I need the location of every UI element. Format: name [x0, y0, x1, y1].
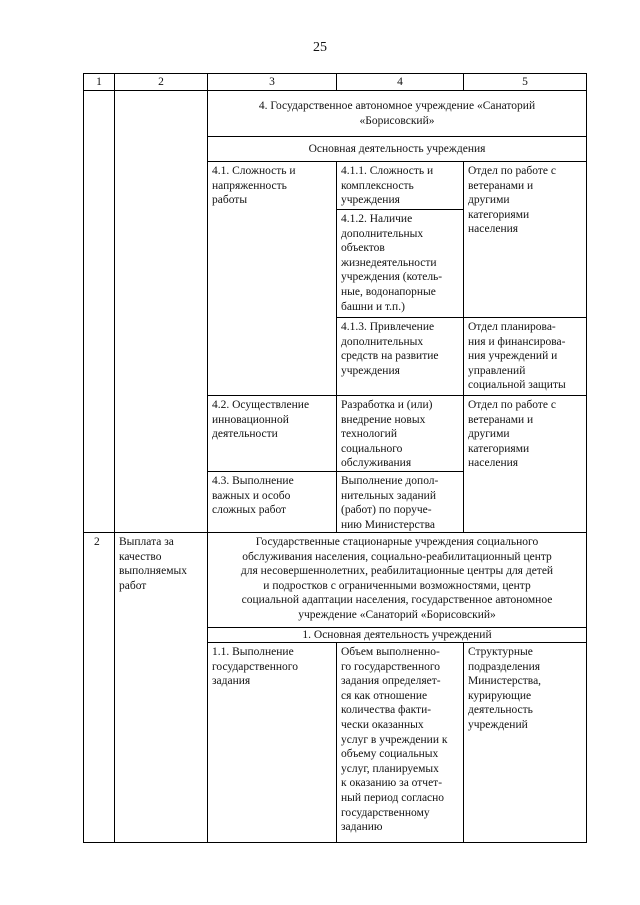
- criterion-4-1: 4.1. Сложность и напряженность работы: [207, 161, 337, 396]
- indicator-1-1: Объем выполненно- го государственного задания определяет- ся как отношение количества факти- чески оказанных услуг в учреждении к объему социальных услуг, планируемых к оказанию за отчет- ный период согласно государственному заданию: [336, 642, 464, 843]
- row2-number-cell: 2: [83, 532, 115, 843]
- row1-payment-cell: [114, 90, 208, 533]
- header-col-2: 2: [114, 73, 208, 91]
- responsible-dept-veterans: Отдел по работе с ветеранами и другими категориями населения: [463, 161, 587, 318]
- criterion-4-2: 4.2. Осуществление инновационной деятельности: [207, 395, 337, 472]
- row1-number-cell: [83, 90, 115, 533]
- section-header-main-activities: 1. Основная деятельность учреждений: [207, 627, 587, 643]
- header-col-5: 5: [463, 73, 587, 91]
- institution-title: 4. Государственное автономное учреждение «Санаторий «Борисовский»: [207, 90, 587, 137]
- page-number: 25: [313, 40, 327, 55]
- indicator-4-1-1: 4.1.1. Сложность и комплексность учреждения: [336, 161, 464, 210]
- responsible-dept-veterans-2: Отдел по работе с ветеранами и другими категориями населения: [463, 395, 587, 533]
- header-col-4: 4: [336, 73, 464, 91]
- criterion-4-3: 4.3. Выполнение важных и особо сложных работ: [207, 471, 337, 533]
- indicator-4-3: Выполнение допол- нительных заданий (работ) по поруче- нию Министерства: [336, 471, 464, 533]
- row2-payment-cell: Выплата за качество выполняемых работ: [114, 532, 208, 843]
- criterion-1-1: 1.1. Выполнение государственного задания: [207, 642, 337, 843]
- responsible-dept-planning: Отдел планирова- ния и финансирова- ния учреждений и управлений социальной защиты: [463, 317, 587, 396]
- section-header-main-activity: Основная деятельность учреждения: [207, 136, 587, 162]
- header-col-3: 3: [207, 73, 337, 91]
- responsible-structural-units: Структурные подразделения Министерства, курирующие деятельность учреждений: [463, 642, 587, 843]
- indicator-4-2: Разработка и (или) внедрение новых технологий социального обслуживания: [336, 395, 464, 472]
- indicator-4-1-3: 4.1.3. Привлечение дополнительных средств на развитие учреждения: [336, 317, 464, 396]
- header-col-1: 1: [83, 73, 115, 91]
- indicator-4-1-2: 4.1.2. Наличие дополнительных объектов жизнедеятельности учреждения (котель- ные, водонапорные башни и т.п.): [336, 209, 464, 318]
- institutions-list: Государственные стационарные учреждения социального обслуживания населения, социально-реабилитационный центр для несовершеннолетних, реабилитационные центры для детей и подростков с ограниченными возможностями, центр социальной адаптации населения, государственное автономное учреждение «Санаторий «Борисовский»: [207, 532, 587, 628]
